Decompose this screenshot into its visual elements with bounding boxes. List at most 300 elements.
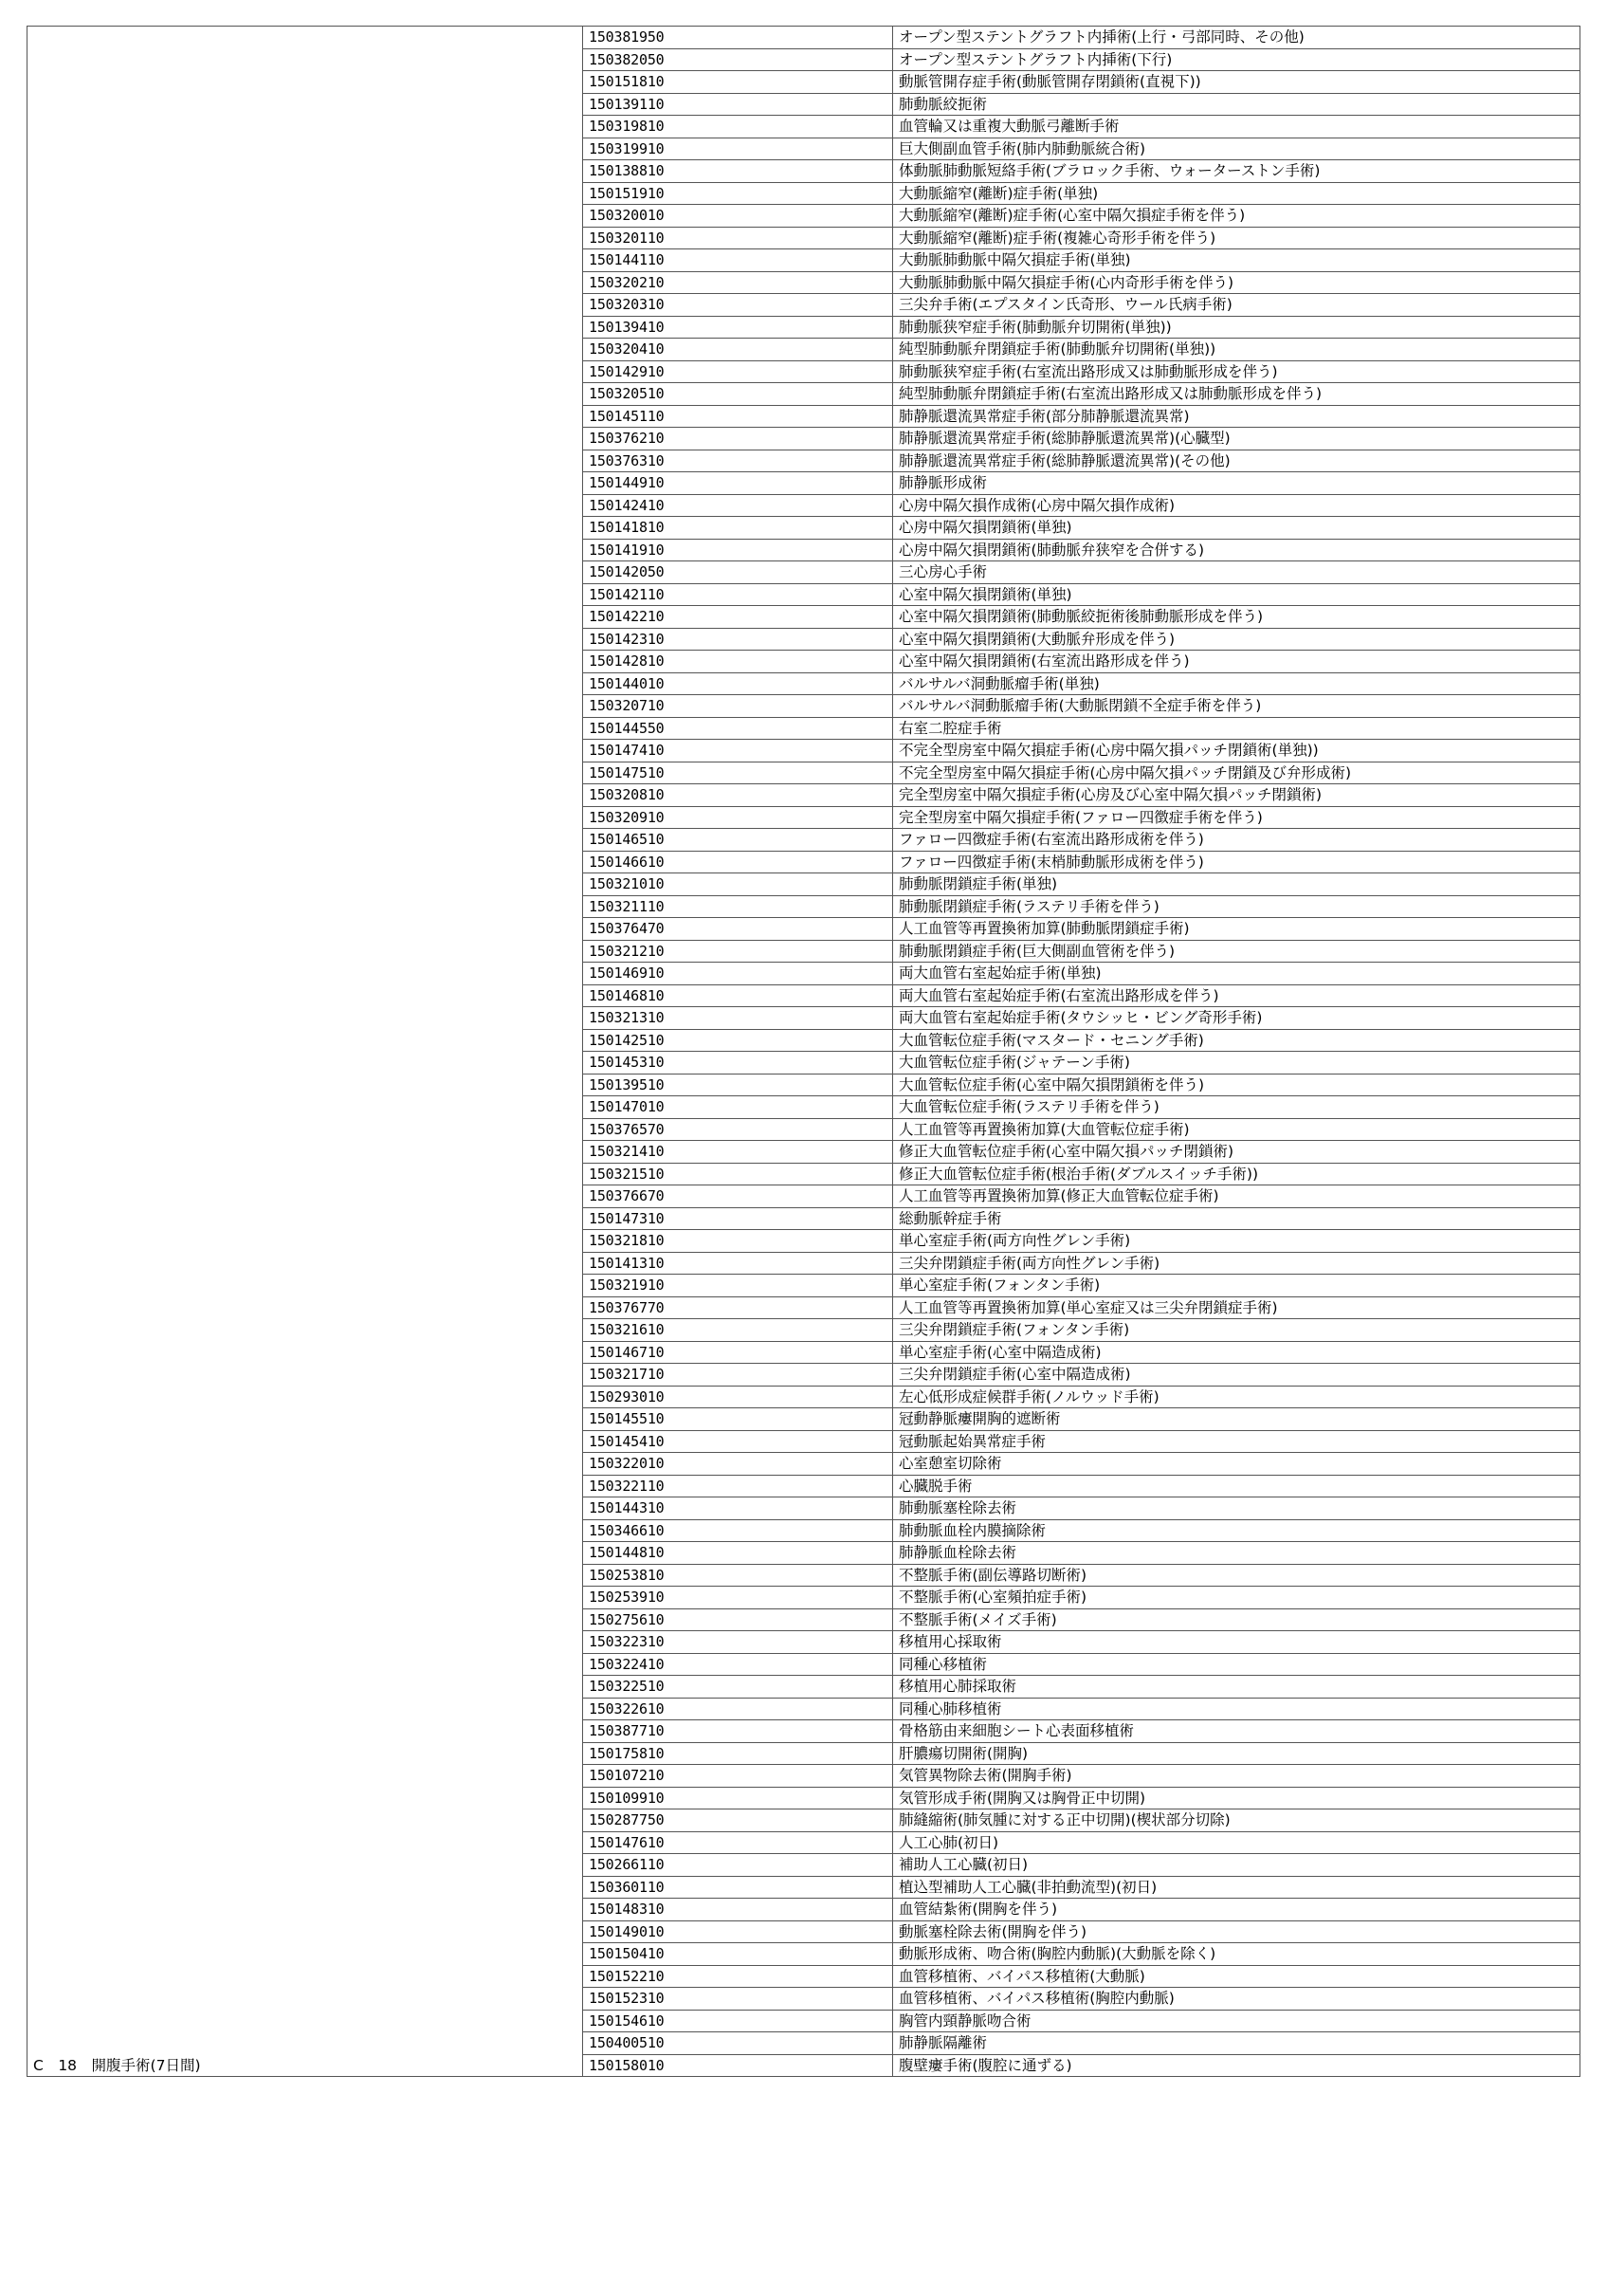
table-row bbox=[27, 762, 1580, 784]
procedure-name-cell: 骨格筋由来細胞シート心表面移植術 bbox=[893, 1720, 1580, 1743]
procedure-name-cell: 不整脈手術(メイズ手術) bbox=[893, 1608, 1580, 1631]
code-cell: 150158010 bbox=[583, 2054, 893, 2077]
group-label-cell bbox=[27, 1742, 583, 1765]
code-cell: 150151910 bbox=[583, 182, 893, 205]
procedure-name-cell: 肝膿瘍切開術(開胸) bbox=[893, 1742, 1580, 1765]
procedure-name-cell: 気管異物除去術(開胸手術) bbox=[893, 1765, 1580, 1788]
group-label-cell bbox=[27, 339, 583, 361]
table-row bbox=[27, 1765, 1580, 1788]
procedure-name-cell: 移植用心採取術 bbox=[893, 1631, 1580, 1654]
group-label-cell bbox=[27, 1631, 583, 1654]
procedure-name-cell: ファロー四徴症手術(末梢肺動脈形成術を伴う) bbox=[893, 851, 1580, 873]
code-cell: 150142050 bbox=[583, 561, 893, 584]
code-cell: 150275610 bbox=[583, 1608, 893, 1631]
table-row bbox=[27, 1275, 1580, 1297]
table-row bbox=[27, 628, 1580, 651]
table-row bbox=[27, 1542, 1580, 1565]
procedure-name-cell: 肺静脈還流異常症手術(総肺静脈還流異常)(その他) bbox=[893, 450, 1580, 472]
group-label-cell bbox=[27, 1988, 583, 2011]
code-cell: 150322410 bbox=[583, 1653, 893, 1676]
procedure-name-cell: 人工血管等再置換術加算(大血管転位症手術) bbox=[893, 1118, 1580, 1141]
code-cell: 150376670 bbox=[583, 1185, 893, 1208]
procedure-name-cell: 単心室症手術(両方向性グレン手術) bbox=[893, 1230, 1580, 1253]
code-cell: 150253910 bbox=[583, 1587, 893, 1609]
group-label-cell bbox=[27, 316, 583, 339]
group-label-cell bbox=[27, 182, 583, 205]
table-row bbox=[27, 1141, 1580, 1164]
table-row bbox=[27, 1831, 1580, 1854]
code-cell: 150320410 bbox=[583, 339, 893, 361]
table-row bbox=[27, 2054, 1580, 2077]
group-label-cell bbox=[27, 450, 583, 472]
group-label-cell bbox=[27, 784, 583, 807]
code-cell: 150376310 bbox=[583, 450, 893, 472]
code-cell: 150148310 bbox=[583, 1899, 893, 1921]
group-label-cell bbox=[27, 428, 583, 450]
group-label-cell bbox=[27, 48, 583, 71]
code-cell: 150321510 bbox=[583, 1163, 893, 1185]
group-label-cell bbox=[27, 1831, 583, 1854]
code-cell: 150321810 bbox=[583, 1230, 893, 1253]
group-label-cell bbox=[27, 271, 583, 294]
code-cell: 150321110 bbox=[583, 895, 893, 918]
procedure-name-cell: 単心室症手術(心室中隔造成術) bbox=[893, 1341, 1580, 1364]
procedure-name-cell: 大動脈縮窄(離断)症手術(単独) bbox=[893, 182, 1580, 205]
procedure-name-cell: 肺動脈閉鎖症手術(ラステリ手術を伴う) bbox=[893, 895, 1580, 918]
table-row bbox=[27, 249, 1580, 272]
procedure-name-cell: 左心低形成症候群手術(ノルウッド手術) bbox=[893, 1386, 1580, 1408]
code-cell: 150175810 bbox=[583, 1742, 893, 1765]
code-cell: 150266110 bbox=[583, 1854, 893, 1877]
procedure-name-cell: 三尖弁閉鎖症手術(フォンタン手術) bbox=[893, 1319, 1580, 1342]
code-cell: 150321310 bbox=[583, 1007, 893, 1030]
code-cell: 150141910 bbox=[583, 539, 893, 561]
table-row bbox=[27, 1319, 1580, 1342]
group-label-cell bbox=[27, 1965, 583, 1988]
code-cell: 150144910 bbox=[583, 472, 893, 495]
procedure-name-cell: 気管形成手術(開胸又は胸骨正中切開) bbox=[893, 1787, 1580, 1809]
procedure-name-cell: 動脈管開存症手術(動脈管開存閉鎖術(直視下)) bbox=[893, 71, 1580, 94]
code-cell: 150320210 bbox=[583, 271, 893, 294]
code-cell: 150142210 bbox=[583, 606, 893, 629]
table-row bbox=[27, 271, 1580, 294]
procedure-name-cell: 巨大側副血管手術(肺内肺動脈統合術) bbox=[893, 138, 1580, 160]
table-row bbox=[27, 695, 1580, 718]
procedure-name-cell: 修正大血管転位症手術(心室中隔欠損パッチ閉鎖術) bbox=[893, 1141, 1580, 1164]
procedure-name-cell: 人工血管等再置換術加算(単心室症又は三尖弁閉鎖症手術) bbox=[893, 1296, 1580, 1319]
table-row bbox=[27, 1430, 1580, 1453]
code-cell: 150142510 bbox=[583, 1029, 893, 1052]
group-label-cell bbox=[27, 1854, 583, 1877]
procedure-name-cell: 胸管内頸静脈吻合術 bbox=[893, 2010, 1580, 2032]
table-row bbox=[27, 2010, 1580, 2032]
group-label-cell bbox=[27, 138, 583, 160]
group-label-cell bbox=[27, 1608, 583, 1631]
procedure-name-cell: 腹壁瘻手術(腹腔に通ずる) bbox=[893, 2054, 1580, 2077]
code-cell: 150142310 bbox=[583, 628, 893, 651]
group-label-cell bbox=[27, 2010, 583, 2032]
procedure-name-cell: 肺静脈隔離術 bbox=[893, 2032, 1580, 2055]
code-cell: 150147410 bbox=[583, 740, 893, 762]
group-label-cell bbox=[27, 829, 583, 852]
procedure-name-cell: 純型肺動脈弁閉鎖症手術(肺動脈弁切開術(単独)) bbox=[893, 339, 1580, 361]
table-row bbox=[27, 428, 1580, 450]
table-row bbox=[27, 1341, 1580, 1364]
table-row bbox=[27, 1052, 1580, 1075]
group-label-cell bbox=[27, 672, 583, 695]
table-row bbox=[27, 1185, 1580, 1208]
group-label-cell bbox=[27, 160, 583, 183]
group-label-cell bbox=[27, 517, 583, 540]
code-cell: 150145410 bbox=[583, 1430, 893, 1453]
group-label-cell bbox=[27, 1319, 583, 1342]
table-row bbox=[27, 1074, 1580, 1096]
procedure-name-cell: 心室憩室切除術 bbox=[893, 1453, 1580, 1476]
table-row bbox=[27, 784, 1580, 807]
group-label-cell bbox=[27, 1943, 583, 1966]
procedure-name-cell: 三尖弁閉鎖症手術(心室中隔造成術) bbox=[893, 1364, 1580, 1387]
group-label-cell bbox=[27, 1074, 583, 1096]
procedure-name-cell: 不整脈手術(心室頻拍症手術) bbox=[893, 1587, 1580, 1609]
code-cell: 150320910 bbox=[583, 806, 893, 829]
group-label-cell bbox=[27, 606, 583, 629]
code-cell: 150321710 bbox=[583, 1364, 893, 1387]
procedure-name-cell: 動脈塞栓除去術(開胸を伴う) bbox=[893, 1920, 1580, 1943]
group-label-cell bbox=[27, 1141, 583, 1164]
table-row bbox=[27, 984, 1580, 1007]
table-row bbox=[27, 294, 1580, 317]
group-label-cell bbox=[27, 1430, 583, 1453]
code-cell: 150142410 bbox=[583, 494, 893, 517]
group-label-cell bbox=[27, 1386, 583, 1408]
code-cell: 150321010 bbox=[583, 873, 893, 896]
code-cell: 150322310 bbox=[583, 1631, 893, 1654]
table-row bbox=[27, 1453, 1580, 1476]
code-cell: 150139410 bbox=[583, 316, 893, 339]
code-cell: 150346610 bbox=[583, 1519, 893, 1542]
group-label-cell bbox=[27, 717, 583, 740]
table-row bbox=[27, 138, 1580, 160]
code-cell: 150109910 bbox=[583, 1787, 893, 1809]
table-row bbox=[27, 160, 1580, 183]
code-cell: 150141310 bbox=[583, 1252, 893, 1275]
table-row bbox=[27, 1720, 1580, 1743]
code-cell: 150146510 bbox=[583, 829, 893, 852]
code-cell: 150376470 bbox=[583, 918, 893, 941]
group-label-cell bbox=[27, 1720, 583, 1743]
group-label-cell bbox=[27, 651, 583, 673]
table-row bbox=[27, 360, 1580, 383]
table-row bbox=[27, 1475, 1580, 1497]
procedure-name-cell: 両大血管右室起始症手術(単独) bbox=[893, 963, 1580, 985]
group-label-cell bbox=[27, 851, 583, 873]
table-row bbox=[27, 606, 1580, 629]
table-row bbox=[27, 1920, 1580, 1943]
table-row bbox=[27, 1742, 1580, 1765]
code-cell: 150145310 bbox=[583, 1052, 893, 1075]
group-label-cell bbox=[27, 205, 583, 228]
procedure-name-cell: 肺動脈閉鎖症手術(単独) bbox=[893, 873, 1580, 896]
procedure-name-cell: 植込型補助人工心臓(非拍動流型)(初日) bbox=[893, 1876, 1580, 1899]
procedure-name-cell: 純型肺動脈弁閉鎖症手術(右室流出路形成又は肺動脈形成を伴う) bbox=[893, 383, 1580, 406]
table-row bbox=[27, 740, 1580, 762]
table-row bbox=[27, 93, 1580, 116]
table-body bbox=[27, 27, 1580, 2077]
table-row bbox=[27, 1876, 1580, 1899]
table-row bbox=[27, 873, 1580, 896]
table-row bbox=[27, 339, 1580, 361]
table-row bbox=[27, 517, 1580, 540]
group-label-cell bbox=[27, 116, 583, 138]
table-row bbox=[27, 1163, 1580, 1185]
code-cell: 150139110 bbox=[583, 93, 893, 116]
procedure-name-cell: 移植用心肺採取術 bbox=[893, 1676, 1580, 1699]
group-label-cell bbox=[27, 1341, 583, 1364]
code-cell: 150147510 bbox=[583, 762, 893, 784]
code-cell: 150320010 bbox=[583, 205, 893, 228]
procedure-name-cell: 三心房心手術 bbox=[893, 561, 1580, 584]
table-row bbox=[27, 1497, 1580, 1520]
procedure-name-cell: 肺静脈還流異常症手術(部分肺静脈還流異常) bbox=[893, 405, 1580, 428]
table-row bbox=[27, 405, 1580, 428]
procedure-name-cell: 同種心移植術 bbox=[893, 1653, 1580, 1676]
procedure-name-cell: 人工血管等再置換術加算(修正大血管転位症手術) bbox=[893, 1185, 1580, 1208]
code-cell: 150322010 bbox=[583, 1453, 893, 1476]
procedure-name-cell: 大血管転位症手術(心室中隔欠損閉鎖術を伴う) bbox=[893, 1074, 1580, 1096]
code-cell: 150151810 bbox=[583, 71, 893, 94]
group-label-cell bbox=[27, 227, 583, 249]
procedure-name-cell: 肺静脈形成術 bbox=[893, 472, 1580, 495]
group-label-cell bbox=[27, 895, 583, 918]
procedure-name-cell: 三尖弁手術(エプスタイン氏奇形、ウール氏病手術) bbox=[893, 294, 1580, 317]
group-label-cell bbox=[27, 27, 583, 49]
group-label-cell bbox=[27, 93, 583, 116]
group-label-cell bbox=[27, 1519, 583, 1542]
group-label-cell bbox=[27, 1163, 583, 1185]
group-label-cell bbox=[27, 806, 583, 829]
procedure-name-cell: 肺動脈狭窄症手術(肺動脈弁切開術(単独)) bbox=[893, 316, 1580, 339]
table-row bbox=[27, 472, 1580, 495]
group-label-cell bbox=[27, 1899, 583, 1921]
group-label-cell bbox=[27, 1230, 583, 1253]
procedure-name-cell: 心室中隔欠損閉鎖術(大動脈弁形成を伴う) bbox=[893, 628, 1580, 651]
group-label-cell bbox=[27, 628, 583, 651]
code-cell: 150387710 bbox=[583, 1720, 893, 1743]
table-row bbox=[27, 1564, 1580, 1587]
group-label-cell bbox=[27, 1207, 583, 1230]
code-cell: 150147610 bbox=[583, 1831, 893, 1854]
group-label-cell bbox=[27, 695, 583, 718]
code-cell: 150146610 bbox=[583, 851, 893, 873]
code-cell: 150149010 bbox=[583, 1920, 893, 1943]
group-label-cell bbox=[27, 1364, 583, 1387]
procedure-name-cell: 大血管転位症手術(ジャテーン手術) bbox=[893, 1052, 1580, 1075]
code-cell: 150287750 bbox=[583, 1809, 893, 1832]
table-row bbox=[27, 1988, 1580, 2011]
procedure-name-cell: 右室二腔症手術 bbox=[893, 717, 1580, 740]
group-label-cell bbox=[27, 1252, 583, 1275]
procedure-name-cell: 心房中隔欠損閉鎖術(単独) bbox=[893, 517, 1580, 540]
procedure-name-cell: 冠動静脈瘻開胸的遮断術 bbox=[893, 1408, 1580, 1431]
table-row bbox=[27, 116, 1580, 138]
table-row bbox=[27, 1007, 1580, 1030]
procedure-name-cell: 血管結紮術(開胸を伴う) bbox=[893, 1899, 1580, 1921]
group-label-cell bbox=[27, 1809, 583, 1832]
code-cell: 150253810 bbox=[583, 1564, 893, 1587]
code-cell: 150142110 bbox=[583, 583, 893, 606]
table-row bbox=[27, 1608, 1580, 1631]
group-label-cell bbox=[27, 1296, 583, 1319]
code-cell: 150322110 bbox=[583, 1475, 893, 1497]
table-row bbox=[27, 1230, 1580, 1253]
code-cell: 150321610 bbox=[583, 1319, 893, 1342]
procedure-name-cell: 完全型房室中隔欠損症手術(ファロー四徴症手術を伴う) bbox=[893, 806, 1580, 829]
group-label-cell bbox=[27, 1876, 583, 1899]
code-cell: 150144110 bbox=[583, 249, 893, 272]
procedure-name-cell: 心室中隔欠損閉鎖術(肺動脈絞扼術後肺動脈形成を伴う) bbox=[893, 606, 1580, 629]
procedure-name-cell: 肺静脈血栓除去術 bbox=[893, 1542, 1580, 1565]
table-row bbox=[27, 1676, 1580, 1699]
code-cell: 150293010 bbox=[583, 1386, 893, 1408]
code-cell: 150145510 bbox=[583, 1408, 893, 1431]
procedure-name-cell: 心室中隔欠損閉鎖術(単独) bbox=[893, 583, 1580, 606]
table-row bbox=[27, 1207, 1580, 1230]
code-cell: 150321410 bbox=[583, 1141, 893, 1164]
code-cell: 150319910 bbox=[583, 138, 893, 160]
code-cell: 150146910 bbox=[583, 963, 893, 985]
code-cell: 150152210 bbox=[583, 1965, 893, 1988]
code-cell: 150141810 bbox=[583, 517, 893, 540]
procedure-name-cell: バルサルバ洞動脈瘤手術(単独) bbox=[893, 672, 1580, 695]
table-row bbox=[27, 1965, 1580, 1988]
group-label-cell bbox=[27, 1653, 583, 1676]
code-cell: 150400510 bbox=[583, 2032, 893, 2055]
procedure-name-cell: 体動脈肺動脈短絡手術(ブラロック手術、ウォーターストン手術) bbox=[893, 160, 1580, 183]
table-row bbox=[27, 1364, 1580, 1387]
code-cell: 150320310 bbox=[583, 294, 893, 317]
code-cell: 150150410 bbox=[583, 1943, 893, 1966]
code-cell: 150144010 bbox=[583, 672, 893, 695]
group-label-cell bbox=[27, 1497, 583, 1520]
code-cell: 150147010 bbox=[583, 1096, 893, 1119]
group-label-cell bbox=[27, 1453, 583, 1476]
code-cell: 150142810 bbox=[583, 651, 893, 673]
group-label-cell bbox=[27, 1007, 583, 1030]
table-row bbox=[27, 27, 1580, 49]
table-row bbox=[27, 205, 1580, 228]
group-label-cell bbox=[27, 1275, 583, 1297]
procedure-name-cell: 冠動脈起始異常症手術 bbox=[893, 1430, 1580, 1453]
table-row bbox=[27, 1519, 1580, 1542]
code-cell: 150320710 bbox=[583, 695, 893, 718]
procedure-name-cell: バルサルバ洞動脈瘤手術(大動脈閉鎖不全症手術を伴う) bbox=[893, 695, 1580, 718]
code-cell: 150320110 bbox=[583, 227, 893, 249]
procedure-name-cell: 心房中隔欠損閉鎖術(肺動脈弁狭窄を合併する) bbox=[893, 539, 1580, 561]
code-cell: 150147310 bbox=[583, 1207, 893, 1230]
table-row bbox=[27, 182, 1580, 205]
procedure-name-cell: 血管輪又は重複大動脈弓離断手術 bbox=[893, 116, 1580, 138]
table-row bbox=[27, 383, 1580, 406]
code-cell: 150381950 bbox=[583, 27, 893, 49]
group-label-cell bbox=[27, 762, 583, 784]
procedure-name-cell: 大血管転位症手術(ラステリ手術を伴う) bbox=[893, 1096, 1580, 1119]
group-label-cell bbox=[27, 1542, 583, 1565]
group-label-cell bbox=[27, 405, 583, 428]
code-cell: 150321910 bbox=[583, 1275, 893, 1297]
procedure-name-cell: 不整脈手術(副伝導路切断術) bbox=[893, 1564, 1580, 1587]
table-row bbox=[27, 1787, 1580, 1809]
code-cell: 150321210 bbox=[583, 940, 893, 963]
group-label-cell bbox=[27, 561, 583, 584]
group-label-cell bbox=[27, 1475, 583, 1497]
table-row bbox=[27, 1252, 1580, 1275]
table-row bbox=[27, 1653, 1580, 1676]
group-label-cell bbox=[27, 1029, 583, 1052]
group-label-cell bbox=[27, 1118, 583, 1141]
code-cell: 150322510 bbox=[583, 1676, 893, 1699]
group-label-cell bbox=[27, 984, 583, 1007]
code-cell: 150146710 bbox=[583, 1341, 893, 1364]
group-label-cell bbox=[27, 918, 583, 941]
procedure-name-cell: 大動脈肺動脈中隔欠損症手術(単独) bbox=[893, 249, 1580, 272]
procedure-name-cell: 肺静脈還流異常症手術(総肺静脈還流異常)(心臓型) bbox=[893, 428, 1580, 450]
procedure-name-cell: 不完全型房室中隔欠損症手術(心房中隔欠損パッチ閉鎖及び弁形成術) bbox=[893, 762, 1580, 784]
table-row bbox=[27, 450, 1580, 472]
table-row bbox=[27, 672, 1580, 695]
group-label-cell bbox=[27, 1587, 583, 1609]
table-row bbox=[27, 316, 1580, 339]
group-label-cell bbox=[27, 1698, 583, 1720]
group-label-cell bbox=[27, 360, 583, 383]
table-row bbox=[27, 1029, 1580, 1052]
procedure-name-cell: 単心室症手術(フォンタン手術) bbox=[893, 1275, 1580, 1297]
procedure-name-cell: 血管移植術、バイパス移植術(大動脈) bbox=[893, 1965, 1580, 1988]
group-label-cell bbox=[27, 1564, 583, 1587]
procedure-name-cell: 肺縫縮術(肺気腫に対する正中切開)(楔状部分切除) bbox=[893, 1809, 1580, 1832]
code-cell: 150152310 bbox=[583, 1988, 893, 2011]
procedure-name-cell: 同種心肺移植術 bbox=[893, 1698, 1580, 1720]
table-row bbox=[27, 227, 1580, 249]
procedure-name-cell: 修正大血管転位症手術(根治手術(ダブルスイッチ手術)) bbox=[893, 1163, 1580, 1185]
group-label-cell bbox=[27, 1765, 583, 1788]
code-cell: 150376210 bbox=[583, 428, 893, 450]
procedure-name-cell: 大動脈縮窄(離断)症手術(複雑心奇形手術を伴う) bbox=[893, 227, 1580, 249]
group-label-cell: C 18 開腹手術(7日間) bbox=[27, 2054, 583, 2077]
table-row bbox=[27, 1698, 1580, 1720]
table-row bbox=[27, 940, 1580, 963]
code-cell: 150145110 bbox=[583, 405, 893, 428]
code-cell: 150146810 bbox=[583, 984, 893, 1007]
group-label-cell bbox=[27, 494, 583, 517]
code-cell: 150144550 bbox=[583, 717, 893, 740]
procedure-name-cell: 完全型房室中隔欠損症手術(心房及び心室中隔欠損パッチ閉鎖術) bbox=[893, 784, 1580, 807]
table-row bbox=[27, 2032, 1580, 2055]
code-cell: 150360110 bbox=[583, 1876, 893, 1899]
group-label-cell bbox=[27, 383, 583, 406]
group-label-cell bbox=[27, 294, 583, 317]
code-cell: 150139510 bbox=[583, 1074, 893, 1096]
procedure-name-cell: 肺動脈塞栓除去術 bbox=[893, 1497, 1580, 1520]
table-row bbox=[27, 1386, 1580, 1408]
table-row bbox=[27, 1408, 1580, 1431]
table-row bbox=[27, 851, 1580, 873]
code-cell: 150320510 bbox=[583, 383, 893, 406]
table-row bbox=[27, 48, 1580, 71]
code-cell: 150144810 bbox=[583, 1542, 893, 1565]
group-label-cell bbox=[27, 249, 583, 272]
procedure-name-cell: 大血管転位症手術(マスタード・セニング手術) bbox=[893, 1029, 1580, 1052]
code-cell: 150319810 bbox=[583, 116, 893, 138]
